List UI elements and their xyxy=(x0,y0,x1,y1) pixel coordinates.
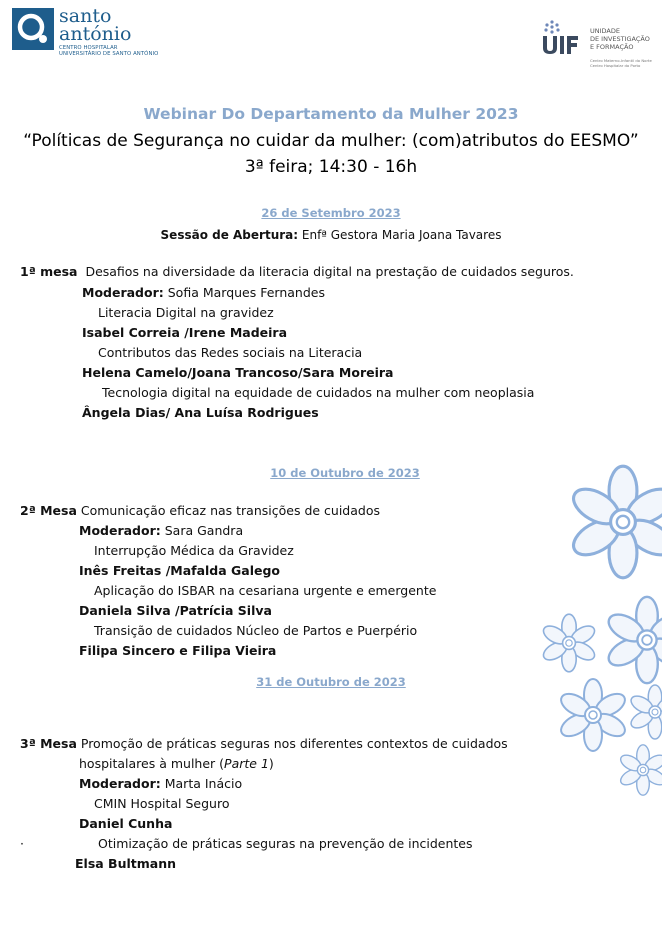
talk-speakers: Filipa Sincero e Filipa Vieira xyxy=(79,643,277,658)
bullet-mark: · xyxy=(20,836,24,851)
session3-moderator: Moderador: Marta Inácio xyxy=(79,776,243,791)
talk-title: Contributos das Redes sociais na Literacia xyxy=(98,345,363,360)
talk-speakers: Daniela Silva /Patrícia Silva xyxy=(79,603,272,618)
schedule-line: 3ª feira; 14:30 - 16h xyxy=(244,157,418,177)
session2-moderator: Moderador: Sara Gandra xyxy=(79,523,244,538)
logo-subtitle: CENTRO HOSPITALAR UNIVERSITÁRIO DE SANTO ANTÓNIO xyxy=(59,45,159,57)
talk-speakers: Inês Freitas /Mafalda Galego xyxy=(79,563,281,578)
talk-title: CMIN Hospital Seguro xyxy=(94,796,230,811)
talk-speakers: Helena Camelo/Joana Trancoso/Sara Moreira xyxy=(82,365,394,380)
topic-title: “Políticas de Segurança no cuidar da mulher: (com)atributos do EESMO” xyxy=(23,131,639,151)
flower-icon xyxy=(604,597,662,683)
talk-title: Aplicação do ISBAR na cesariana urgente e emergente xyxy=(94,583,437,598)
uif-subtitle: Centro Materno-Infantil do Norte Centro Hospitalar do Porto xyxy=(590,58,652,68)
session1-moderator: Moderador: Sofia Marques Fernandes xyxy=(82,285,325,300)
session2-date: 10 de Outubro de 2023 xyxy=(270,466,420,480)
flower-icon xyxy=(557,679,628,751)
talk-title: Interrupção Médica da Gravidez xyxy=(94,543,294,558)
santo-antonio-mark-icon xyxy=(12,8,54,50)
logo-text-line2: antónio xyxy=(59,23,132,45)
session1-date: 26 de Setembro 2023 xyxy=(261,206,401,220)
session3-mesa-continued: hospitalares à mulher (Parte 1) xyxy=(79,756,274,771)
talk-speakers: Ângela Dias/ Ana Luísa Rodrigues xyxy=(82,405,319,420)
webinar-heading: Webinar Do Departamento da Mulher 2023 xyxy=(143,105,519,123)
uif-mark-icon xyxy=(540,18,586,64)
talk-title: Transição de cuidados Núcleo de Partos e Puerpério xyxy=(94,623,418,638)
flower-icon xyxy=(568,466,662,578)
santo-antonio-logo xyxy=(12,5,162,57)
uif-logo xyxy=(540,18,660,78)
decorative-flowers xyxy=(535,450,662,800)
talk-title: Tecnologia digital na equidade de cuidados na mulher com neoplasia xyxy=(102,385,535,400)
opening-session: Sessão de Abertura: Enfª Gestora Maria Joana Tavares xyxy=(160,228,502,242)
session3-mesa: 3ª Mesa Promoção de práticas seguras nos diferentes contextos de cuidados xyxy=(20,736,508,751)
talk-speakers: Elsa Bultmann xyxy=(75,856,176,871)
session3-date: 31 de Outubro de 2023 xyxy=(256,675,406,689)
uif-title: UNIDADE DE INVESTIGAÇÃO E FORMAÇÃO xyxy=(590,27,650,51)
flower-icon xyxy=(628,685,662,739)
logo-text-line1: santo xyxy=(59,5,112,27)
talk-speakers: Daniel Cunha xyxy=(79,816,173,831)
talk-title: Literacia Digital na gravidez xyxy=(98,305,274,320)
talk-speakers: Isabel Correia /Irene Madeira xyxy=(82,325,287,340)
session1-mesa: 1ª mesa Desafios na diversidade da literacia digital na prestação de cuidados seguros. xyxy=(20,264,574,279)
flower-icon xyxy=(540,614,597,672)
flower-icon xyxy=(618,745,662,795)
talk-title: Otimização de práticas seguras na prevenção de incidentes xyxy=(98,836,473,851)
session2-mesa: 2ª Mesa Comunicação eficaz nas transições de cuidados xyxy=(20,503,380,518)
